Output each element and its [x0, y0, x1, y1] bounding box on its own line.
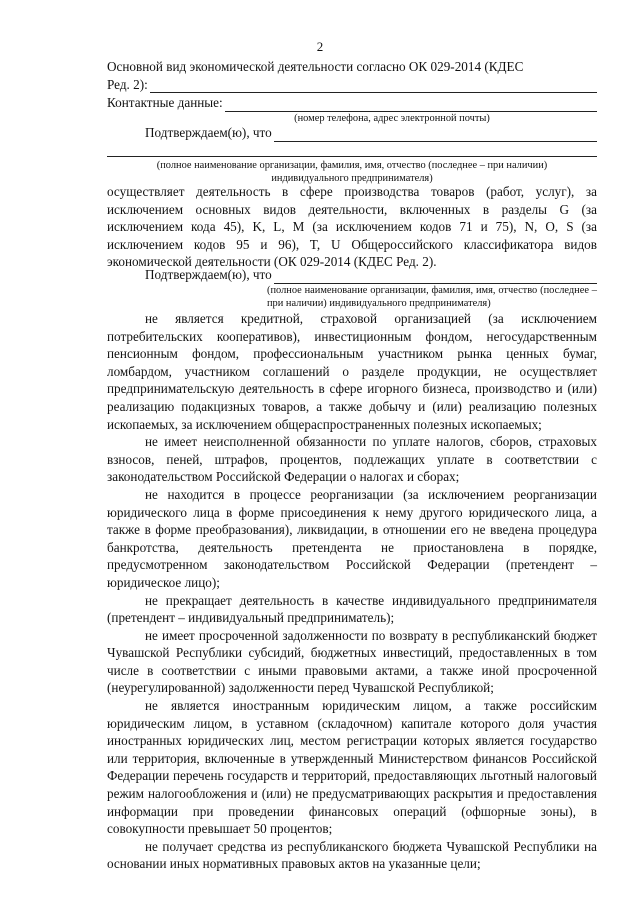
confirm1-input-line2[interactable] — [107, 142, 597, 157]
confirm2-hint: (полное наименование организации, фамилия, имя, отчество (последнее – при наличии) индивидуального предпринимателя) — [267, 284, 597, 309]
condition-item: не имеет просроченной задолженности по возврату в республиканский бюджет Чувашской Республики субсидий, бюджетных инвестиций, предоставленных в том числе в соответствии с иными правовыми актами, а также иной просроченной (неурегулированной) задолженности перед Чувашской Республикой; — [107, 627, 597, 696]
page-number: 2 — [316, 39, 324, 54]
confirm1-line — [107, 124, 597, 142]
okved-line2 — [107, 76, 597, 94]
contacts-input-line[interactable] — [225, 99, 597, 112]
activity-paragraph — [107, 183, 597, 271]
condition-item: не находится в процессе реорганизации (за исключением реорганизации юридического лица в форме присоединения к нему другого юридического лица, а также в форме преобразования), ликвидации, в отношении его не введена процедура банкротства, деятельность претендента не приостановлена в порядке, предусмотренном законодательством Российской Федерации (претендент – юридическое лицо); — [107, 486, 597, 590]
confirm2-field — [107, 266, 597, 310]
confirm1-hint: (полное наименование организации, фамилия, имя, отчество (последнее – при наличии) индивидуального предпринимателя) — [156, 159, 548, 184]
confirm1-label: Подтверждаем(ю), что — [145, 125, 272, 140]
contacts-line — [107, 94, 597, 112]
contacts-field — [107, 94, 597, 125]
okved-label-line2: Ред. 2): — [107, 76, 148, 92]
okved-input-line[interactable] — [150, 80, 597, 93]
condition-item: не является иностранным юридическим лицом, а также российским юридическим лицом, в уставном (складочном) капитале которого доля участия иностранных юридических лиц, местом регистрации которых является государство или территория, включенные в утвержденный Министерством финансов Российской Федерации перечень государств и территорий, предоставляющих льготный налоговый режим налогообложения и (или) не предусматривающих раскрытия и предоставления информации при проведении финансовых операций (офшорные зоны), в совокупности превышает 50 процентов; — [107, 698, 597, 837]
contacts-label: Контактные данные: — [107, 95, 223, 110]
okved-field — [107, 58, 597, 93]
confirm1-field — [107, 124, 597, 185]
condition-item: не является кредитной, страховой организацией (за исключением потребительских кооперативов), инвестиционным фондом, негосударственным пенсионным фондом, профессиональным участником рынка ценных бумаг, ломбардом, участником соглашений о разделе продукции, не осуществляет предпринимательскую деятельность в сфере игорного бизнеса, производство и (или) реализацию подакцизных товаров, а также добычу и (или) реализацию полезных ископаемых, за исключением общераспространенных полезных ископаемых; — [107, 311, 597, 432]
confirm1-input-line[interactable] — [274, 129, 597, 142]
confirm2-input-line[interactable] — [274, 271, 597, 284]
confirm2-line — [107, 266, 597, 284]
condition-item: не прекращает деятельность в качестве индивидуального предпринимателя (претендент – индивидуальный предприниматель); — [107, 592, 597, 626]
confirm2-label: Подтверждаем(ю), что — [145, 267, 272, 282]
contacts-hint: (номер телефона, адрес электронной почты) — [294, 112, 490, 124]
activity-text: осуществляет деятельность в сфере производства товаров (работ, услуг), за исключением основных видов деятельности, включенных в разделы G (за исключением кода 45), K, L, M (за исключением кодов 71 и 75), N, O, S (за исключением кодов 95 и 96), T, U Общероссийского классификатора видов экономической деятельности (ОК 029-2014 (КДЕС Ред. 2). — [107, 184, 597, 270]
okved-label: Основной вид экономической деятельности согласно ОК 029-2014 (КДЕС — [107, 59, 524, 74]
conditions-list — [107, 310, 597, 873]
condition-item: не получает средства из республиканского бюджета Чувашской Республики на основании иных нормативных правовых актов на указанные цели; — [107, 838, 597, 872]
condition-item: не имеет неисполненной обязанности по уплате налогов, сборов, страховых взносов, пеней, штрафов, процентов, подлежащих уплате в соответствии с законодательством Российской Федерации о налогах и сборах; — [107, 434, 597, 485]
